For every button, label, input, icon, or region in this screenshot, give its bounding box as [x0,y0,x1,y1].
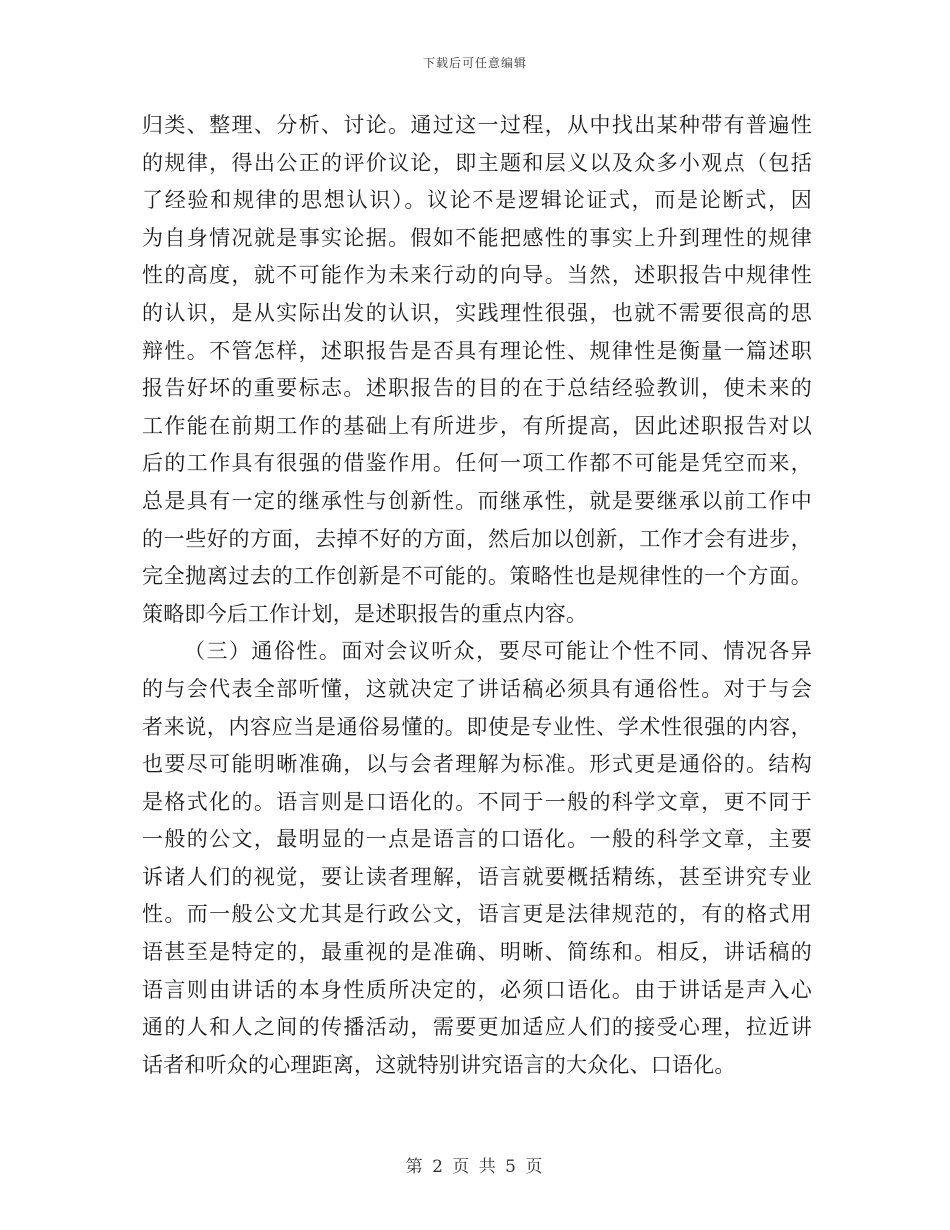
text-line: 辩性。不管怎样，述职报告是否具有理论性、规律性是衡量一篇述职 [142,338,812,363]
text-line: 的与会代表全部听懂，这就决定了讲话稿必须具有通俗性。对于与会 [142,676,812,701]
text-line: 完全抛离过去的工作创新是不可能的。策略性也是规律性的一个方面。 [142,564,812,589]
text-line: 策略即今后工作计划，是述职报告的重点内容。 [142,601,588,626]
text-line: 话者和听众的心理距离，这就特别讲究语言的大众化、口语化。 [142,1052,736,1077]
text-line: 者来说，内容应当是通俗易懂的。即使是专业性、学术性很强的内容， [142,714,812,739]
text-line: 后的工作具有很强的借鉴作用。任何一项工作都不可能是凭空而来， [142,451,812,476]
text-line: 的规律，得出公正的评价议论，即主题和层义以及众多小观点（包括 [142,150,812,175]
document-body [142,107,812,1084]
text-line: 语甚至是特定的，最重视的是准确、明晰、简练和。相反，讲话稿的 [142,940,812,965]
text-line: 了经验和规律的思想认识）。议论不是逻辑论证式，而是论断式，因 [142,188,812,213]
text-line: 归类、整理、分析、讨论。通过这一过程，从中找出某种带有普遍性 [142,113,812,137]
paragraph-1 [142,107,812,633]
text-line: 通的人和人之间的传播活动，需要更加适应人们的接受心理，拉近讲 [142,1015,812,1040]
text-line: 报告好坏的重要标志。述职报告的目的在于总结经验教训，使未来的 [142,376,812,401]
text-line: 的认识，是从实际出发的认识，实践理性很强，也就不需要很高的思 [142,300,812,325]
text-line: 语言则由讲话的本身性质所决定的，必须口语化。由于讲话是声入心 [142,977,812,1002]
text-line: 性的高度，就不可能作为未来行动的向导。当然，述职报告中规律性 [142,263,812,288]
text-line: 性。而一般公文尤其是行政公文，语言更是法律规范的，有的格式用 [142,902,812,927]
text-line: （三）通俗性。面对会议听众，要尽可能让个性不同、情况各异 [184,639,812,664]
text-line: 工作能在前期工作的基础上有所进步，有所提高，因此述职报告对以 [142,413,812,438]
text-line: 也要尽可能明晰准确，以与会者理解为标准。形式更是通俗的。结构 [142,752,812,777]
page-number: 第 2 页 共 5 页 [405,1157,545,1177]
page-header: 下载后可任意编辑 [422,56,527,70]
text-line: 总是具有一定的继承性与创新性。而继承性，就是要继承以前工作中 [142,488,812,513]
text-line: 一般的公文，最明显的一点是语言的口语化。一般的科学文章，主要 [142,827,812,852]
text-line: 为自身情况就是事实论据。假如不能把感性的事实上升到理性的规律 [142,225,812,250]
text-line: 是格式化的。语言则是口语化的。不同于一般的科学文章，更不同于 [142,789,812,814]
text-line: 的一些好的方面，去掉不好的方面，然后加以创新，工作才会有进步， [142,526,812,551]
text-line: 诉诸人们的视觉，要让读者理解，语言就要概括精练，甚至讲究专业 [142,864,812,889]
paragraph-2 [142,633,812,1084]
